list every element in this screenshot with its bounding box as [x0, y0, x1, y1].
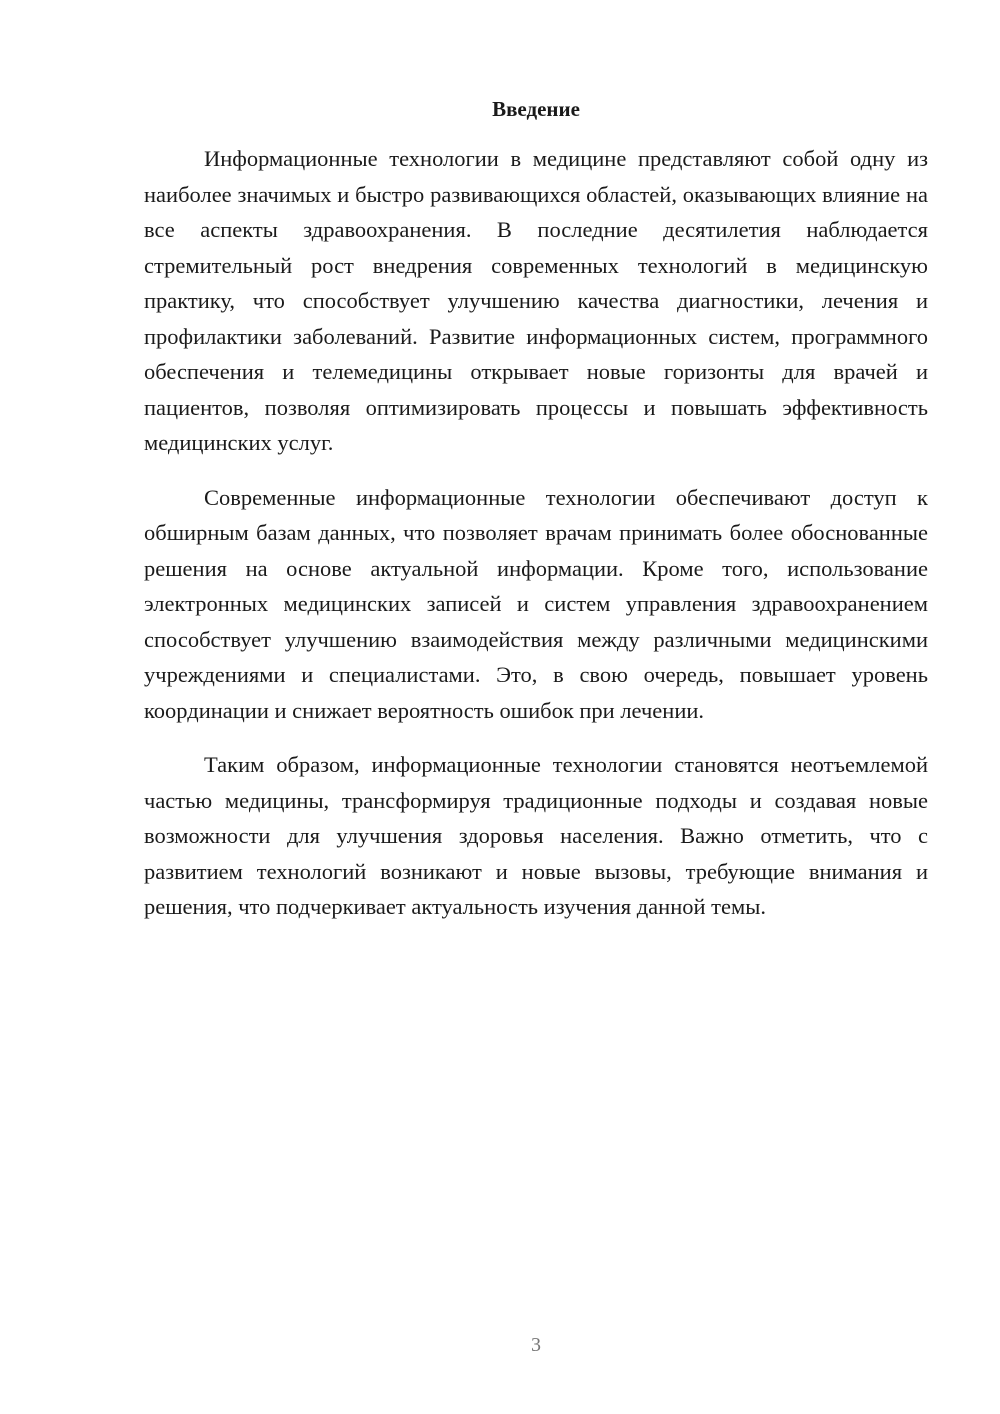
paragraph-1: Информационные технологии в медицине представляют собой одну из наиболее значимых и быстро развивающихся областей, оказывающих влияние на все аспекты здравоохранения. В последние десятилетия наблюдается стремительный рост внедрения современных технологий в медицинскую практику, что способствует улучшению качества диагностики, лечения и профилактики заболеваний. Развитие информационных систем, программного обеспечения и телемедицины открывает новые горизонты для врачей и пациентов, позволяя оптимизировать процессы и повышать эффективность медицинских услуг. — [144, 146, 928, 455]
section-title: Введение — [492, 97, 580, 121]
page-number: 3 — [531, 1334, 541, 1356]
paragraph-3: Таким образом, информационные технологии становятся неотъемлемой частью медицины, трансформируя традиционные подходы и создавая новые возможности для улучшения здоровья населения. Важно отметить, что с развитием технологий возникают и новые вызовы, требующие внимания и решения, что подчеркивает актуальность изучения данной темы. — [144, 752, 928, 919]
paragraph-2: Современные информационные технологии обеспечивают доступ к обширным базам данных, что позволяет врачам принимать более обоснованные решения на основе актуальной информации. Кроме того, использование электронных медицинских записей и систем управления здравоохранением способствует улучшению взаимодействия между различными медицинскими учреждениями и специалистами. Это, в свою очередь, повышает уровень координации и снижает вероятность ошибок при лечении. — [144, 484, 928, 723]
document-body — [144, 141, 928, 944]
